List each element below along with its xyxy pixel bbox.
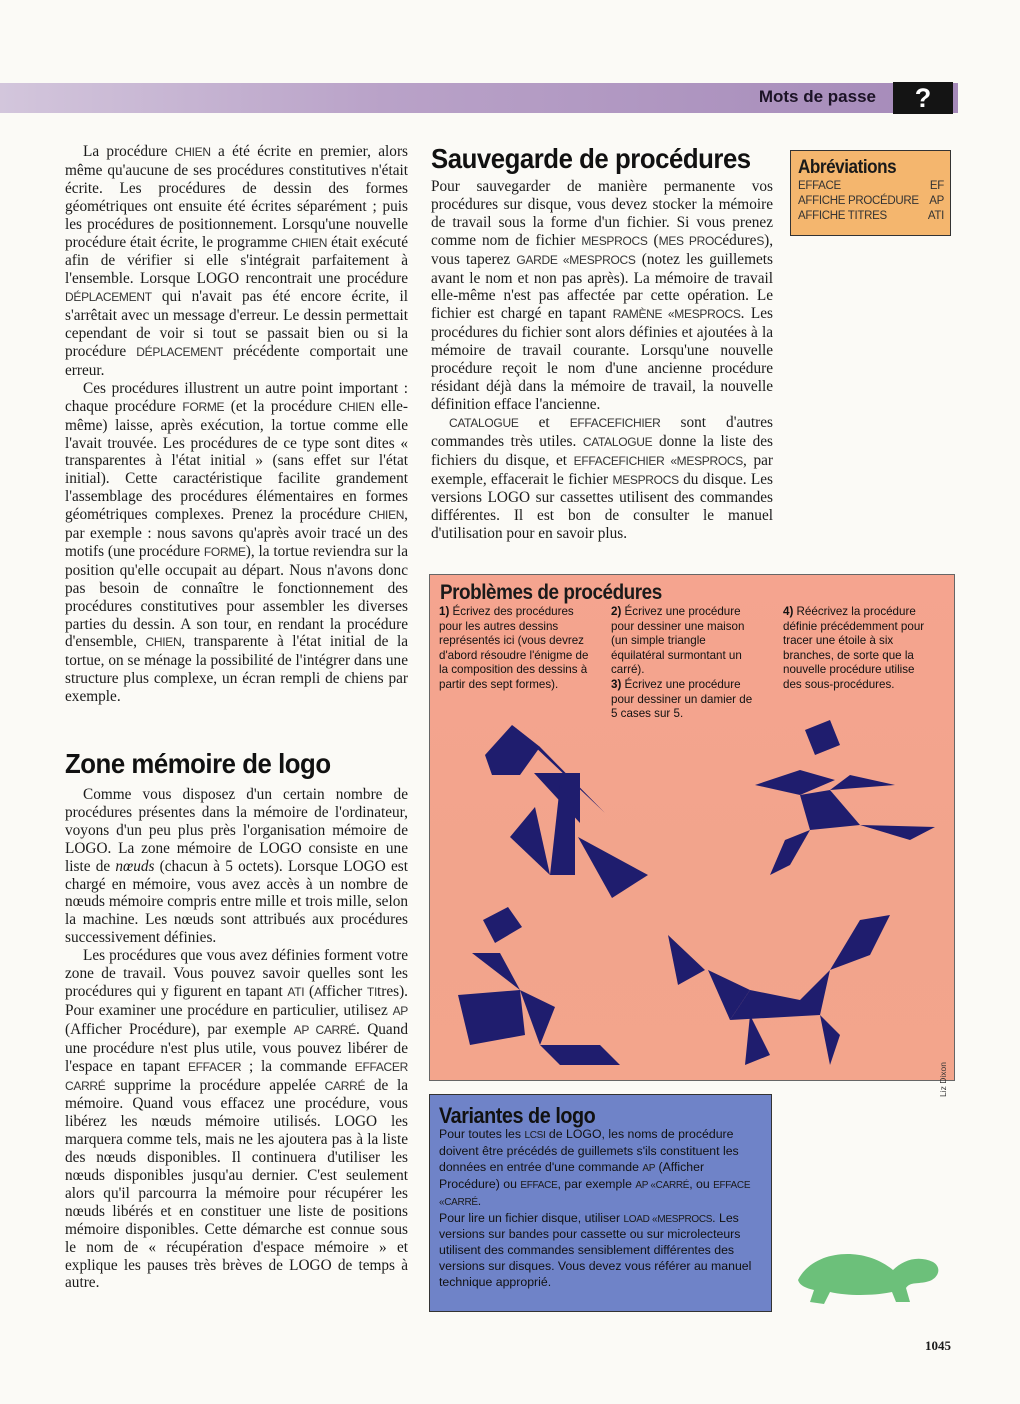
- abbr-command: AFFICHE TITRES: [798, 210, 887, 222]
- abbr-row: [798, 179, 944, 194]
- abbr-value: EF: [929, 180, 944, 192]
- command-text: TI: [366, 984, 377, 999]
- paragraph: Pour sauvegarder de manière permanente vos procédures sur disque, vous devez stocker la mémoire de travail sous la forme d'un fichier. Si vous prenez comme nom de fichier MESPROCS (MES PROCédureS), vous taperez GARDE «MESPROCS (notez les guillemets avant le nom et non pas après). La mémoire de travail elle-même n'est pas affectée par cette opération. Le fichier est chargé en tapant RAMÈNE «MESPROCS. Les procédures du fichier sont alors définies et ajoutées à la mémoire de travail courante. Lorsqu'une nouvelle procédure reçoit le nom d'une ancienne procédure résidant déjà dans la mémoire de travail, la nouvelle définition efface l'ancienne.: [431, 178, 774, 413]
- command-text: EFFACEFICHIER: [569, 415, 661, 430]
- left-column: [65, 143, 408, 706]
- command-text: EFFACE: [520, 1179, 558, 1191]
- variantes-box: [429, 1094, 772, 1312]
- tangram-figure-runner: [485, 725, 648, 898]
- abbr-row: [798, 194, 944, 209]
- page-number: 1045: [925, 1338, 951, 1353]
- logo-name: LOGO: [343, 857, 386, 875]
- command-text: DÉPLACEMENT: [136, 344, 224, 359]
- paragraph: La procédure CHIEN a été écrite en premier, alors même qu'aucune de ses procédures constitutives n'était écrite. Les procédures de dessin des formes géométriques ont ensuite été écrites séparément ; puis les procédures de positionnement. Lorsqu'une nouvelle procédure était écrite, le programme CHIEN était exécuté afin de vérifier si elle s'intégrait parfaitement à l'ensemble. Lorsque LOGO rencontrait une procédure DÉPLACEMENT qui n'avait pas été encore écrite, il s'arrêtait avec un message d'erreur. Le dessin permettait cependant de voir si tout se passait bien ou si la procédure DÉPLACEMENT précédente comportait une erreur.: [65, 143, 409, 379]
- command-text: CATALOGUE: [582, 434, 653, 449]
- command-text: EFFACER: [187, 1059, 242, 1074]
- abbr-value: ATI: [927, 210, 944, 222]
- logo-name: LOGO: [65, 839, 108, 857]
- command-text: AP: [392, 1003, 408, 1018]
- abbr-command: EFFACE: [798, 180, 841, 192]
- problem-number: 1): [439, 605, 450, 618]
- problems-box: [429, 574, 955, 1097]
- command-text: CARRÉ: [324, 1078, 366, 1093]
- tangram-figures: [430, 575, 956, 1082]
- paragraph: Les procédures que vous avez définies forment votre zone de travail. Vous pouvez savoir quelles sont les procédures qui y figurent en tapant ATI (Afficher TItres). Pour examiner une procédure en particulier, utilisez AP (Afficher Procédure), par exemple AP CARRÉ. Quand une procédure n'est plus utile, vous pouvez libérer de l'espace en tapant EFFACER ; la commande EFFACER CARRÉ supprime la procédure appelée CARRÉ de la mémoire. Quand vous effacez une procédure, vous libérez les nœuds mémoire utilisés. LOGO les marquera comme tels, mais ne les ajoutera pas à la liste des nœuds disponibles. Il continuera d'utiliser les nœuds disponibles jusqu'au dernier. C'est seulement alors qu'il parcourra la mémoire pour récupérer les nœuds libérés et en constituer une liste de positions mémoire disponibles. Cette démarche est connue sous le nom de « récupération d'espace mémoire » et explique les pauses très brèves de LOGO de temps à autre.: [65, 947, 409, 1292]
- command-text: GARDE «MESPROCS: [516, 252, 636, 267]
- logo-name: LOGO: [259, 839, 302, 857]
- command-text: CHIEN: [368, 508, 405, 523]
- abbreviations-title: Abréviations: [798, 157, 897, 178]
- abbreviations-box: [790, 150, 951, 236]
- header-band: [0, 83, 958, 113]
- problem-text: Écrivez des procédures pour les autres dessins représentés ici (vous devrez d'abord résoudre l'énigme de la composition des dessins à partir des sept formes).: [439, 605, 589, 691]
- heading-zone-memoire: Zone mémoire de logo: [65, 748, 331, 779]
- tangram-figure-sitter: [458, 907, 620, 1065]
- tangram-figure-cat: [668, 915, 890, 1065]
- command-text: AP CARRÉ: [293, 1022, 356, 1037]
- command-text: A: [314, 984, 322, 999]
- command-text: EFFACER CARRÉ: [65, 1059, 408, 1093]
- variantes-text: Pour toutes les LCSI de LOGO, les noms de procédure doivent être précédés de guillemets s'ils constituent les données en entrée d'une commande AP (Afficher Procédure) ou EFFACE, par exemple AP «CARRÉ, ou EFFACE «CARRÉ. Pour lire un fichier disque, utiliser LOAD «MESPROCS. Les versions sur bandes pour cassette ou sur microlecteurs utilisent des commandes sensiblement différentes des versions sur disques. Vous devez vous référer au manuel technique approprié.: [439, 1127, 752, 1290]
- paragraph: Ces procédures illustrent un autre point important : chaque procédure FORME (et la procédure CHIEN elle-même) laisse, après exécution, la tortue comme elle l'avait trouvée. Les procédures de ce type sont dites « transparentes à l'état initial » (sans effet sur l'état initial). Cette caractéristique facilite grandement l'assemblage des procédures élémentaires en formes géométriques complexes. Prenez la procédure CHIEN, par exemple : nous savons qu'après avoir tracé un des motifs (une procédure FORME), la tortue reviendra sur la position qu'elle occupait au départ. Nous n'avons donc pas besoin de connaître le fonctionnement des procédures constitutives pour assembler les diverses parties du dessin. A son tour, en rendant la procédure d'ensemble, CHIEN, transparente à l'état initial de la tortue, on se ménage la possibilité de l'intégrer dans une structure plus complexe, un écran rempli de chiens par exemple.: [65, 379, 408, 706]
- paragraph: CATALOGUE et EFFACEFICHIER sont d'autres commandes très utiles. CATALOGUE donne la liste des fichiers du disque, et EFFACEFICHIER «MESPROCS, par exemple, effacerait le fichier MESPROCS du disque. Les versions LOGO sur cassettes utilisent des commandes différentes. Il est bon de consulter le manuel d'utilisation pour en savoir plus.: [431, 413, 774, 543]
- turtle-illustration: [788, 1240, 953, 1310]
- command-text: EFFACE «CARRÉ: [439, 1179, 751, 1208]
- logo-name: LOGO: [289, 1256, 332, 1274]
- command-text: MESPROCS: [612, 472, 679, 487]
- problem-number: 4): [783, 605, 794, 618]
- problem-number: 3): [611, 677, 622, 691]
- logo-name: LOGO: [487, 489, 531, 507]
- command-text: CHIEN: [291, 235, 328, 250]
- middle-column: [431, 178, 773, 543]
- command-text: S: [756, 233, 765, 248]
- logo-name: LOGO: [196, 270, 240, 288]
- problem-number: 2): [611, 605, 622, 618]
- logo-name: LOGO: [334, 1113, 378, 1131]
- question-mark-badge: ?: [893, 82, 953, 114]
- command-text: DÉPLACEMENT: [65, 290, 152, 305]
- problems-title: Problèmes de procédures: [440, 581, 662, 604]
- command-text: MESPROCS: [581, 233, 648, 248]
- command-text: CATALOGUE: [449, 415, 519, 430]
- command-text: EFFACEFICHIER «MESPROCS: [573, 453, 743, 468]
- command-text: LOAD «MESPROCS: [623, 1213, 713, 1225]
- command-text: FORME: [203, 544, 246, 559]
- command-text: ATI: [287, 984, 305, 999]
- command-text: MES PROC: [658, 233, 723, 248]
- illustration-credit: Liz Dixon: [938, 1062, 948, 1097]
- command-text: CHIEN: [338, 399, 375, 414]
- abbr-row: [798, 209, 944, 224]
- tangram-figure-dancer: [755, 720, 935, 875]
- command-text: FORME: [182, 399, 225, 414]
- command-text: CHIEN: [145, 635, 182, 650]
- command-text: RAMÈNE «MESPROCS: [612, 307, 741, 322]
- command-text: AP: [642, 1162, 656, 1174]
- problem-text: Écrivez une procédure pour dessiner une maison (un simple triangle équilatéral surmontant un carré).: [611, 605, 745, 677]
- command-text: CHIEN: [174, 145, 211, 159]
- abbr-command: AFFICHE PROCÉDURE: [798, 195, 919, 207]
- emphasis: nœuds: [115, 857, 155, 875]
- paragraph: Comme vous disposez d'un certain nombre de procédures présentes dans la mémoire de l'ordinateur, voyons d'un peu plus près l'organisation mémoire de LOGO. La zone mémoire de LOGO consiste en une liste de nœuds (chacun à 5 octets). Lorsque LOGO est chargé en mémoire, vous avez accès à un nombre de nœuds mémoire compris entre mille et trois mille, selon la machine. Les nœuds sont attribués aux procédures successivement définies.: [65, 786, 408, 947]
- problem-text: Écrivez une procédure pour dessiner un damier de 5 cases sur 5.: [611, 677, 753, 721]
- abbr-value: AP: [929, 195, 944, 207]
- command-text: LCSI: [524, 1130, 546, 1141]
- variantes-title: Variantes de logo: [439, 1103, 596, 1128]
- section-title: Mots de passe: [758, 87, 876, 106]
- problem-text: Réécrivez la procédure définie précédemment pour tracer une étoile à six branches, de sorte que la nouvelle procédure utilise des sous-procédures.: [783, 605, 925, 691]
- command-text: AP «CARRÉ: [635, 1179, 690, 1191]
- heading-sauvegarde: Sauvegarde de procédures: [431, 143, 751, 174]
- left-column-lower: [65, 786, 408, 1292]
